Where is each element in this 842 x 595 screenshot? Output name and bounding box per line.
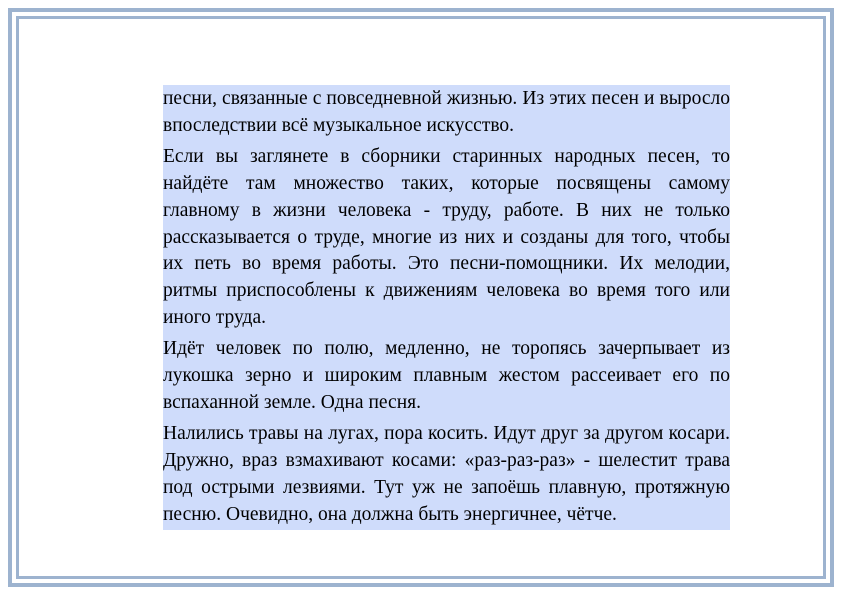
paragraph-3: Идёт человек по полю, медленно, не торопясь зачерпывает из лукошка зерно и широким плавным жестом рассеивает его по вспаханной земле. Одна песня.: [163, 338, 730, 413]
text-block: [163, 85, 730, 530]
paragraph-1: песни, связанные с повседневной жизнью. Из этих песен и выросло впоследствии всё музыкальное искусство.: [163, 88, 730, 136]
paragraph-4: Налились травы на лугах, пора косить. Идут друг за другом косари. Дружно, враз взмахивают косами: «раз-раз-раз» - шелестит трава под острыми лезвиями. Тут уж не запоёшь плавную, протяжную песню. Очевидно, она должна быть энергичнее, чётче.: [163, 423, 730, 525]
paragraph-2: Если вы заглянете в сборники старинных народных песен, то найдёте там множество таких, которые посвящены самому главному в жизни человека - труду, работе. В них не только рассказывается о труде, многие из них и созданы для того, чтобы их петь во время работы. Это песни-помощники. Их мелодии, ритмы приспособлены к движениям человека во время того или иного труда.: [163, 146, 730, 328]
